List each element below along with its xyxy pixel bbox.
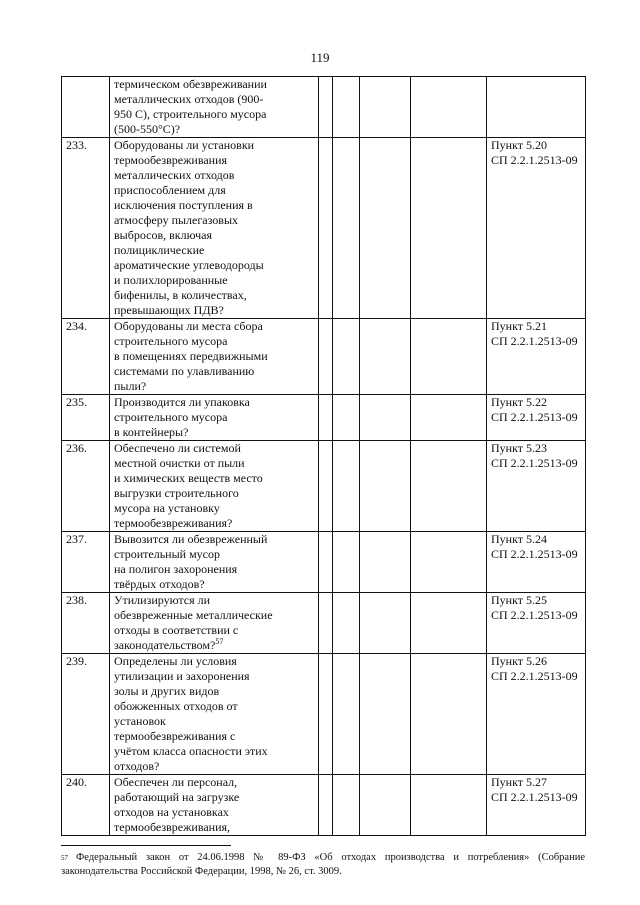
reference-cell [487,138,586,319]
question-line-text: выбросов, включая [114,228,212,242]
question-line-text: Определены ли условия [114,654,237,668]
question-line [114,228,318,243]
question-line [114,516,318,531]
question-line-text: и полихлорированные [114,273,228,287]
question-line-text: полициклические [114,243,205,257]
question-line [114,532,318,547]
question-line [114,77,318,92]
answer-yes-cell [319,138,333,319]
question-line [114,547,318,562]
page-number: 119 [310,50,330,65]
reference-line: Пункт 5.25 [491,593,548,607]
question-line [114,258,318,273]
question-line-text: Утилизируются ли [114,593,211,607]
footnote [61,851,585,879]
notes-cell [411,395,487,441]
question-cell [110,441,319,532]
table-row [62,532,586,593]
reference-line: СП 2.2.1.2513-09 [491,669,578,683]
question-line-text: обожженных отходов от [114,699,238,713]
answer-no-cell [333,395,360,441]
row-number: 238. [62,593,110,654]
question-line [114,303,318,318]
question-line [114,168,318,183]
row-number: 239. [62,654,110,775]
row-number: 237. [62,532,110,593]
question-line-text: Обеспечен ли персонал, [114,775,238,789]
table-row [62,775,586,836]
question-line-text: отходов? [114,759,160,773]
question-line-text: атмосферу пылегазовых [114,213,239,227]
answer-yes-cell [319,593,333,654]
question-line [114,288,318,303]
row-number [62,77,110,138]
question-line [114,501,318,516]
reference-cell [487,593,586,654]
reference-line: СП 2.2.1.2513-09 [491,153,578,167]
footnote-divider [61,845,231,846]
question-line [114,820,318,835]
reference-line: Пункт 5.21 [491,319,548,333]
question-line [114,729,318,744]
question-line-text: на полигон захоронения [114,562,238,576]
reference-cell [487,775,586,836]
question-line [114,92,318,107]
answer-na-cell [360,77,411,138]
answer-na-cell [360,138,411,319]
answer-na-cell [360,319,411,395]
question-line [114,699,318,714]
question-line [114,577,318,592]
question-line [114,410,318,425]
footnote-mark: 57 [61,854,68,862]
notes-cell [411,775,487,836]
reference-cell [487,441,586,532]
answer-yes-cell [319,654,333,775]
question-line [114,334,318,349]
question-line [114,153,318,168]
answer-na-cell [360,775,411,836]
question-line-text: выгрузки строительного [114,486,239,500]
question-line [114,273,318,288]
answer-yes-cell [319,532,333,593]
reference-line: Пункт 5.26 [491,654,548,668]
question-line-text: строительного мусора [114,410,228,424]
answer-na-cell [360,654,411,775]
question-line-text: термическом обезвреживании [114,77,267,91]
question-line-text: термообезвреживания [114,153,228,167]
answer-yes-cell [319,441,333,532]
question-line-text: обезвреженные металлические [114,608,273,622]
notes-cell [411,532,487,593]
answer-no-cell [333,319,360,395]
notes-cell [411,138,487,319]
checklist-table [61,76,586,836]
question-line-text: Производится ли упаковка [114,395,250,409]
table-row [62,593,586,654]
question-cell [110,138,319,319]
question-line [114,790,318,805]
question-line [114,638,318,653]
reference-line: Пункт 5.24 [491,532,548,546]
reference-line: СП 2.2.1.2513-09 [491,334,578,348]
answer-yes-cell [319,775,333,836]
question-line-text: отходы в соответствии с [114,623,239,637]
row-number: 234. [62,319,110,395]
question-line-text: Вывозится ли обезвреженный [114,532,268,546]
question-cell [110,319,319,395]
question-line-text: и химических веществ место [114,471,263,485]
question-line-text: 950 С), строительного мусора [114,107,267,121]
table-row [62,441,586,532]
row-number: 233. [62,138,110,319]
question-line-text: Оборудованы ли места сбора [114,319,263,333]
reference-line: Пункт 5.20 [491,138,548,152]
question-line-text: законодательством? [114,638,216,652]
answer-no-cell [333,593,360,654]
question-line [114,775,318,790]
question-line-text: отходов на установках [114,805,229,819]
answer-yes-cell [319,77,333,138]
question-line-text: термообезвреживания с [114,729,236,743]
question-cell [110,532,319,593]
question-line-text: Обеспечено ли системой [114,441,241,455]
question-line-text: установок [114,714,166,728]
question-line [114,759,318,774]
question-line [114,379,318,394]
question-line [114,107,318,122]
reference-line: СП 2.2.1.2513-09 [491,410,578,424]
question-line [114,441,318,456]
reference-line: Пункт 5.27 [491,775,548,789]
question-line [114,122,318,137]
question-line [114,669,318,684]
question-line-text: термообезвреживания, [114,820,231,834]
answer-no-cell [333,77,360,138]
answer-yes-cell [319,395,333,441]
question-line-text: местной очистки от пыли [114,456,245,470]
question-line-text: твёрдых отходов? [114,577,205,591]
reference-line: Пункт 5.23 [491,441,548,455]
table-row [62,395,586,441]
reference-cell [487,532,586,593]
question-cell [110,395,319,441]
notes-cell [411,593,487,654]
question-line [114,714,318,729]
notes-cell [411,319,487,395]
question-line-text: ароматические углеводороды [114,258,264,272]
question-cell [110,775,319,836]
question-line [114,654,318,669]
question-line-text: работающий на загрузке [114,790,240,804]
reference-line: СП 2.2.1.2513-09 [491,790,578,804]
footnote-reference: 57 [215,637,224,646]
question-line [114,456,318,471]
question-line [114,243,318,258]
question-line [114,684,318,699]
question-line-text: утилизации и захоронения [114,669,250,683]
notes-cell [411,441,487,532]
question-line-text: металлических отходов (900- [114,92,264,106]
question-line [114,198,318,213]
reference-line: СП 2.2.1.2513-09 [491,547,578,561]
notes-cell [411,77,487,138]
answer-no-cell [333,138,360,319]
question-cell [110,593,319,654]
question-line [114,395,318,410]
question-line-text: исключения поступления в [114,198,253,212]
question-line-text: превышающих ПДВ? [114,303,224,317]
question-line [114,608,318,623]
answer-na-cell [360,532,411,593]
question-line-text: Оборудованы ли установки [114,138,255,152]
reference-cell [487,654,586,775]
question-cell [110,77,319,138]
table-row [62,319,586,395]
question-line-text: термообезвреживания? [114,516,233,530]
question-line [114,471,318,486]
question-line-text: мусора на установку [114,501,220,515]
question-line-text: в контейнеры? [114,425,189,439]
answer-no-cell [333,532,360,593]
table-row [62,138,586,319]
reference-line: Пункт 5.22 [491,395,548,409]
notes-cell [411,654,487,775]
question-line [114,593,318,608]
question-line [114,349,318,364]
answer-na-cell [360,593,411,654]
reference-line: СП 2.2.1.2513-09 [491,608,578,622]
question-line [114,138,318,153]
answer-no-cell [333,775,360,836]
reference-cell [487,395,586,441]
question-line-text: пыли? [114,379,147,393]
question-line-text: учётом класса опасности этих [114,744,268,758]
question-line [114,486,318,501]
question-line [114,562,318,577]
answer-na-cell [360,395,411,441]
reference-cell [487,77,586,138]
question-cell [110,654,319,775]
checklist-rows [62,77,586,836]
row-number: 235. [62,395,110,441]
question-line-text: строительного мусора [114,334,228,348]
question-line-text: золы и других видов [114,684,220,698]
answer-na-cell [360,441,411,532]
question-line-text: системами по улавливанию [114,364,255,378]
question-line [114,213,318,228]
question-line [114,425,318,440]
question-line-text: приспособлением для [114,183,226,197]
row-number: 236. [62,441,110,532]
question-line [114,183,318,198]
question-line-text: (500-550°С)? [114,122,181,136]
answer-yes-cell [319,319,333,395]
row-number: 240. [62,775,110,836]
question-line [114,805,318,820]
answer-no-cell [333,654,360,775]
question-line-text: строительный мусор [114,547,220,561]
question-line [114,623,318,638]
question-line-text: металлических отходов [114,168,235,182]
table-row [62,654,586,775]
reference-cell [487,319,586,395]
question-line [114,364,318,379]
question-line [114,319,318,334]
reference-line: СП 2.2.1.2513-09 [491,456,578,470]
answer-no-cell [333,441,360,532]
question-line-text: в помещениях передвижными [114,349,268,363]
question-line [114,744,318,759]
footnote-text: Федеральный закон от 24.06.1998 № 89-ФЗ «Об отходах производства и потребления» (Собрание законодательства Российской Федерации, 1998, № 26, ст. 3009. [61,852,585,877]
question-line-text: бифенилы, в количествах, [114,288,247,302]
table-row [62,77,586,138]
